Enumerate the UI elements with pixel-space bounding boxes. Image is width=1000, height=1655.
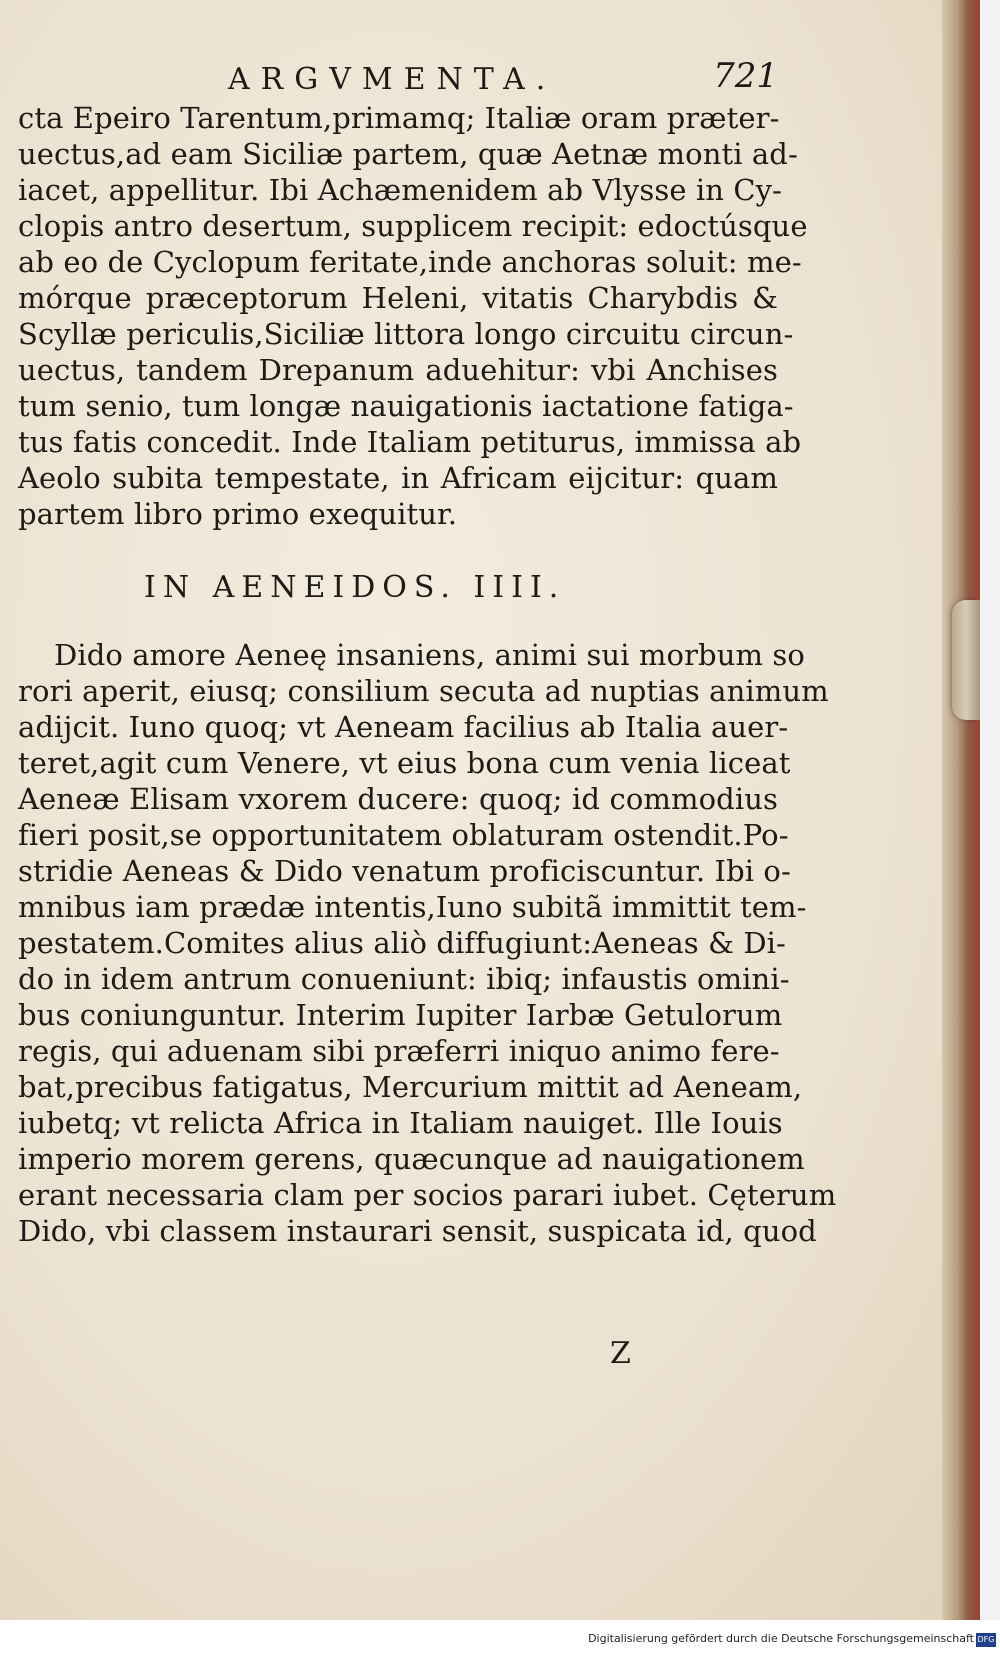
text-line: partem libro primo exequitur. bbox=[18, 497, 458, 531]
funding-credit: Digitalisierung gefördert durch die Deutsche Forschungsgemeinschaft bbox=[588, 1632, 974, 1645]
text-line: Aeneæ Elisam vxorem ducere: quoq; id commodius bbox=[18, 782, 778, 816]
text-line: adijcit. Iuno quoq; vt Aeneam facilius ab Italia auer- bbox=[18, 710, 789, 744]
digitization-footer bbox=[0, 1620, 1000, 1655]
text-line: tum senio, tum longæ nauigationis iactatione fatiga- bbox=[18, 389, 794, 423]
argument-paragraph-1 bbox=[18, 100, 808, 532]
text-line: bat,precibus fatigatus, Mercurium mittit ad Aeneam, bbox=[18, 1070, 803, 1104]
text-line: teret,agit cum Venere, vt eius bona cum venia liceat bbox=[18, 746, 791, 780]
text-line: uectus, tandem Drepanum aduehitur: vbi Anchises bbox=[18, 353, 778, 387]
running-head-title: ARGVMENTA. bbox=[228, 62, 557, 97]
text-line: iubetq; vt relicta Africa in Italiam nauiget. Ille Iouis bbox=[18, 1106, 783, 1140]
text-line: tus fatis concedit. Inde Italiam petiturus, immissa ab bbox=[18, 425, 802, 459]
text-line: erant necessaria clam per socios parari iubet. Cęterum bbox=[18, 1178, 837, 1212]
text-line: do in idem antrum conueniunt: ibiq; infaustis omini- bbox=[18, 962, 790, 996]
section-heading: IN AENEIDOS. IIII. bbox=[144, 570, 566, 605]
text-line: Dido amore Aeneę insaniens, animi sui morbum so bbox=[54, 638, 805, 672]
text-line: Aeolo subita tempestate, in Africam eijcitur: quam bbox=[18, 461, 778, 495]
book-fore-edge bbox=[942, 0, 980, 1620]
text-line: mnibus iam prædæ intentis,Iuno subitã immittit tem- bbox=[18, 890, 807, 924]
text-line: ab eo de Cyclopum feritate,inde anchoras soluit: me- bbox=[18, 245, 802, 279]
text-line: pestatem.Comites alius aliò diffugiunt:Aeneas & Di- bbox=[18, 926, 786, 960]
text-block bbox=[18, 56, 837, 1249]
text-line: Dido, vbi classem instaurari sensit, suspicata id, quod bbox=[18, 1214, 817, 1248]
text-line: uectus,ad eam Siciliæ partem, quæ Aetnæ monti ad- bbox=[18, 137, 798, 171]
text-line: imperio morem gerens, quæcunque ad nauigationem bbox=[18, 1142, 805, 1176]
page-number: 721 bbox=[713, 56, 778, 96]
text-line: fieri posit,se opportunitatem oblaturam ostendit.Po- bbox=[18, 818, 789, 852]
text-line: cta Epeiro Tarentum,primamq; Italiæ oram præter- bbox=[18, 101, 780, 135]
running-head bbox=[18, 56, 778, 100]
text-line: mórque præceptorum Heleni, vitatis Charybdis & bbox=[18, 281, 778, 315]
argument-paragraph-2 bbox=[18, 637, 837, 1249]
text-line: stridie Aeneas & Dido venatum proficiscuntur. Ibi o- bbox=[18, 854, 791, 888]
signature-mark: Z bbox=[610, 1336, 631, 1371]
text-line: clopis antro desertum, supplicem recipit: edoctúsque bbox=[18, 209, 808, 243]
dfg-logo-icon: DFG bbox=[976, 1633, 996, 1647]
page-tab bbox=[952, 600, 980, 720]
text-line: regis, qui aduenam sibi præferri iniquo animo fere- bbox=[18, 1034, 780, 1068]
text-line: Scyllæ periculis,Siciliæ littora longo circuitu circun- bbox=[18, 317, 794, 351]
text-line: iacet, appellitur. Ibi Achæmenidem ab Vlysse in Cy- bbox=[18, 173, 783, 207]
text-line: bus coniunguntur. Interim Iupiter Iarbæ Getulorum bbox=[18, 998, 783, 1032]
text-line: rori aperit, eiusq; consilium secuta ad nuptias animum bbox=[18, 674, 829, 708]
